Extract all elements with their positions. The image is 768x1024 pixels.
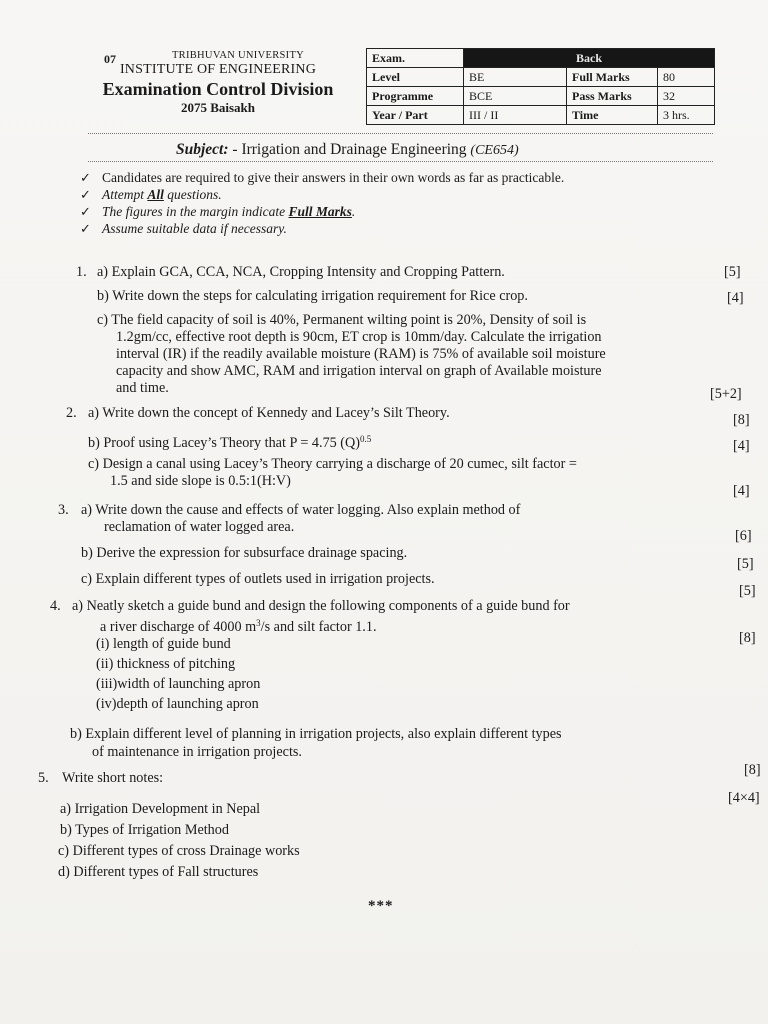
- q3a-line-1: a) Write down the cause and effects of water logging. Also explain method of: [81, 502, 521, 518]
- exam-label: Exam.: [367, 49, 464, 68]
- q1c-line-5: and time.: [116, 380, 169, 396]
- q2b-marks: [4]: [733, 438, 750, 454]
- header-divider-bottom: [88, 161, 713, 162]
- q1c-line-1: c) The field capacity of soil is 40%, Permanent wilting point is 20%, Density of soil is: [97, 312, 587, 328]
- instruction-3: ✓ The figures in the margin indicate Full Marks.: [80, 204, 356, 220]
- q4a-line-2: a river discharge of 4000 $m^3/s$ and silt factor 1.1.: [100, 618, 377, 635]
- q4a-item-iv: (iv)depth of launching apron: [96, 696, 259, 712]
- instruction-1: ✓ Candidates are required to give their answers in their own words as far as practicable.: [80, 170, 565, 186]
- full-marks-value: 80: [658, 68, 715, 87]
- q1b-marks: [4]: [727, 290, 744, 306]
- q1-number: 1.: [76, 264, 87, 280]
- pass-marks-label: Pass Marks: [567, 87, 658, 106]
- subject-name: - Irrigation and Drainage Engineering: [228, 141, 467, 158]
- q1c-line-4: capacity and show AMC, RAM and irrigation interval on graph of Available moisture: [116, 363, 602, 379]
- exam-value: Back: [464, 49, 715, 68]
- q1c-marks: [5+2]: [710, 386, 742, 402]
- division-name: Examination Control Division: [102, 78, 334, 99]
- q1a-marks: [5]: [724, 264, 741, 280]
- year-part-label: Year / Part: [367, 106, 464, 125]
- programme-label: Programme: [367, 87, 464, 106]
- q2b-exponent: 0.5: [360, 434, 372, 444]
- q4a-line-1: a) Neatly sketch a guide bund and design the following components of a guide bund for: [72, 598, 570, 614]
- check-icon: ✓: [80, 205, 91, 220]
- q4-number: 4.: [50, 598, 61, 614]
- check-icon: ✓: [80, 222, 91, 237]
- exam-session: 2075 Baisakh: [180, 100, 256, 116]
- q2c-marks: [4]: [733, 483, 750, 499]
- q1b-text: b) Write down the steps for calculating irrigation requirement for Rice crop.: [97, 288, 528, 304]
- q3b-text: b) Derive the expression for subsurface drainage spacing.: [81, 545, 408, 561]
- institute-name: INSTITUTE OF ENGINEERING: [119, 62, 317, 78]
- q1c-line-2: 1.2gm/cc, effective root depth is 90cm, ET crop is 10mm/day. Calculate the irrigation: [116, 329, 602, 345]
- instruction-2: ✓ Attempt All questions.: [80, 187, 222, 203]
- check-icon: ✓: [80, 188, 91, 203]
- q2-number: 2.: [66, 405, 77, 421]
- programme-value: BCE: [464, 87, 567, 106]
- subject-line: [176, 141, 519, 159]
- header-block: [78, 50, 358, 115]
- q5b-text: b) Types of Irrigation Method: [60, 822, 229, 838]
- q3-number: 3.: [58, 502, 69, 518]
- pass-marks-value: 32: [658, 87, 715, 106]
- year-part-value: III / II: [464, 106, 567, 125]
- q5-text: Write short notes:: [62, 770, 164, 786]
- q4b-line-2: of maintenance in irrigation projects.: [92, 744, 302, 760]
- q3c-text: c) Explain different types of outlets used in irrigation projects.: [81, 571, 435, 587]
- q5a-text: a) Irrigation Development in Nepal: [60, 801, 261, 817]
- q5-number: 5.: [38, 770, 49, 786]
- q4a-marks: [8]: [739, 630, 756, 646]
- cubic-exponent: 3: [256, 618, 261, 628]
- q2c-line-2: 1.5 and side slope is 0.5:1(H:V): [110, 473, 291, 489]
- subject-code: (CE654): [470, 143, 519, 158]
- time-value: 3 hrs.: [658, 106, 715, 125]
- q5d-text: d) Different types of Fall structures: [58, 864, 259, 880]
- q2a-marks: [8]: [733, 412, 750, 428]
- q3a-line-2: reclamation of water logged area.: [104, 519, 295, 535]
- q4b-marks: [8]: [744, 762, 761, 778]
- full-marks-label: Full Marks: [567, 68, 658, 87]
- check-icon: ✓: [80, 171, 91, 186]
- subject-label: Subject:: [176, 141, 229, 158]
- q4a-item-iii: (iii)width of launching apron: [96, 676, 261, 692]
- q3c-marks: [5]: [739, 583, 756, 599]
- q1c-line-3: interval (IR) if the readily available moisture (RAM) is 75% of available soil moisture: [116, 346, 606, 362]
- q5c-text: c) Different types of cross Drainage works: [58, 843, 300, 859]
- university-name: TRIBHUVAN UNIVERSITY: [171, 50, 305, 61]
- q4b-line-1: b) Explain different level of planning in irrigation projects, also explain different types: [70, 726, 562, 742]
- q3b-marks: [5]: [737, 556, 754, 572]
- q2c-line-1: c) Design a canal using Lacey’s Theory carrying a discharge of 20 cumec, silt factor =: [88, 456, 577, 472]
- level-value: BE: [464, 68, 567, 87]
- instruction-4: ✓ Assume suitable data if necessary.: [80, 221, 287, 237]
- q4a-item-ii: (ii) thickness of pitching: [96, 656, 236, 672]
- q3a-marks: [6]: [735, 528, 752, 544]
- q4a-item-i: (i) length of guide bund: [96, 636, 231, 652]
- q1a-text: a) Explain GCA, CCA, NCA, Cropping Intensity and Cropping Pattern.: [97, 264, 505, 280]
- q2a-text: a) Write down the concept of Kennedy and Lacey’s Silt Theory.: [88, 405, 450, 421]
- header-divider-top: [88, 133, 713, 134]
- q2b-text: b) Proof using Lacey’s Theory that P = 4.75 $(Q)^{0.5}$: [88, 434, 372, 451]
- paper-code: 07: [104, 52, 116, 66]
- q5-marks: [4×4]: [728, 790, 760, 806]
- exam-info-table: [366, 48, 715, 125]
- time-label: Time: [567, 106, 658, 125]
- level-label: Level: [367, 68, 464, 87]
- end-marker: ***: [368, 898, 394, 914]
